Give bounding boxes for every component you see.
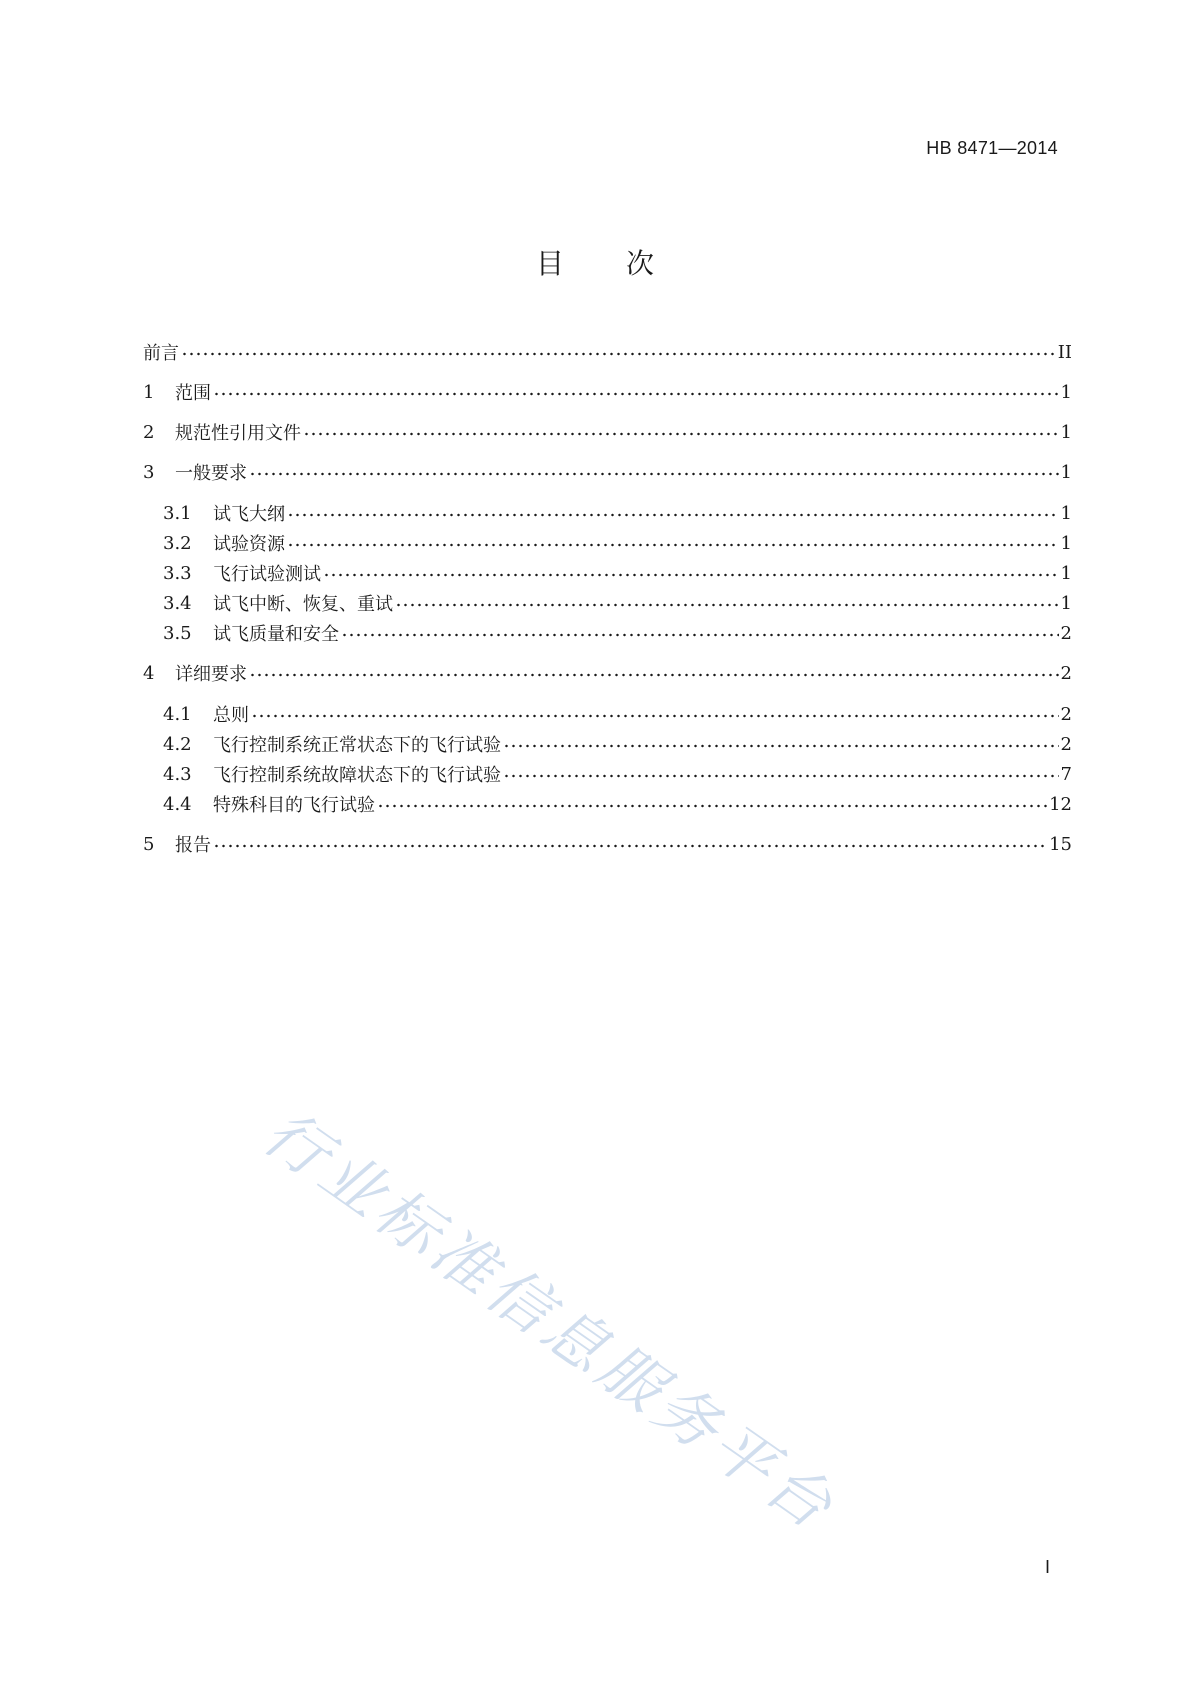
toc-dot-leader bbox=[303, 432, 1059, 436]
toc-entry[interactable] bbox=[143, 529, 1072, 557]
toc-entry-label: 前言 bbox=[143, 343, 179, 364]
toc-entry-page: 2 bbox=[1060, 622, 1072, 644]
toc-entry-page: 15 bbox=[1049, 833, 1072, 855]
page-number: I bbox=[1044, 1557, 1050, 1577]
toc-entry-label: 特殊科目的飞行试验 bbox=[213, 795, 375, 816]
toc-entry-page: 2 bbox=[1060, 703, 1072, 725]
toc-entry-label: 飞行试验测试 bbox=[213, 564, 321, 585]
toc-entry-number: 3.3 bbox=[163, 562, 192, 584]
toc-entry[interactable] bbox=[143, 458, 1072, 486]
toc-entry-label: 试验资源 bbox=[213, 534, 285, 555]
toc-entry-number: 1 bbox=[143, 381, 155, 403]
toc-dot-leader bbox=[251, 714, 1059, 718]
toc-dot-leader bbox=[341, 633, 1059, 637]
toc-dot-leader bbox=[503, 744, 1059, 748]
toc-entry-number: 4.1 bbox=[163, 703, 192, 725]
toc-entry-label: 一般要求 bbox=[175, 463, 247, 484]
toc-entry-page: 1 bbox=[1060, 532, 1072, 554]
toc-entry-page: 1 bbox=[1060, 461, 1072, 483]
toc-entry-number: 3.4 bbox=[163, 592, 192, 614]
toc-entry-number: 4.3 bbox=[163, 763, 192, 785]
toc-entry[interactable] bbox=[143, 499, 1072, 527]
toc-entry-number: 3 bbox=[143, 461, 155, 483]
toc-entry-number: 5 bbox=[143, 833, 155, 855]
toc-entry-page: 1 bbox=[1060, 502, 1072, 524]
toc-entry[interactable] bbox=[143, 790, 1072, 818]
toc-entry-label: 范围 bbox=[175, 383, 211, 404]
toc-entry-number: 3.1 bbox=[163, 502, 192, 524]
toc-entry-label: 飞行控制系统正常状态下的飞行试验 bbox=[213, 735, 501, 756]
toc-entry[interactable] bbox=[143, 760, 1072, 788]
toc-entry[interactable] bbox=[143, 418, 1072, 446]
toc-entry[interactable] bbox=[143, 619, 1072, 647]
toc-entry[interactable] bbox=[143, 830, 1072, 858]
toc-entry-label: 详细要求 bbox=[175, 664, 247, 685]
toc-dot-leader bbox=[181, 352, 1056, 356]
toc-entry-page: 2 bbox=[1060, 662, 1072, 684]
toc-dot-leader bbox=[213, 844, 1047, 848]
toc-entry-number: 2 bbox=[143, 421, 155, 443]
toc-dot-leader bbox=[503, 774, 1059, 778]
toc-dot-leader bbox=[323, 573, 1059, 577]
toc-entry[interactable] bbox=[143, 378, 1072, 406]
toc-dot-leader bbox=[287, 513, 1059, 517]
toc-entry[interactable] bbox=[143, 589, 1072, 617]
toc-dot-leader bbox=[287, 543, 1059, 547]
toc-entry-page: 7 bbox=[1060, 763, 1072, 785]
toc-entry-label: 飞行控制系统故障状态下的飞行试验 bbox=[213, 765, 501, 786]
toc-entry-page: 1 bbox=[1060, 562, 1072, 584]
toc-entry-page: II bbox=[1057, 341, 1072, 363]
toc-entry-page: 2 bbox=[1060, 733, 1072, 755]
toc-entry-label: 报告 bbox=[175, 835, 211, 856]
document-code: HB 8471—2014 bbox=[926, 138, 1058, 158]
toc-dot-leader bbox=[395, 603, 1059, 607]
toc-entry-label: 试飞质量和安全 bbox=[213, 624, 339, 645]
page-title: 目次 bbox=[535, 247, 716, 280]
toc-entry-label: 试飞大纲 bbox=[213, 504, 285, 525]
toc-entry-page: 12 bbox=[1049, 793, 1072, 815]
toc-dot-leader bbox=[213, 392, 1059, 396]
toc-entry-number: 4.2 bbox=[163, 733, 192, 755]
toc-dot-leader bbox=[377, 804, 1047, 808]
toc-entry[interactable] bbox=[143, 338, 1072, 366]
toc-entry-page: 1 bbox=[1060, 592, 1072, 614]
toc-entry-number: 3.2 bbox=[163, 532, 192, 554]
toc-entry[interactable] bbox=[143, 730, 1072, 758]
toc-dot-leader bbox=[249, 472, 1059, 476]
toc-entry-label: 总则 bbox=[213, 705, 249, 726]
toc-entry-number: 4 bbox=[143, 662, 155, 684]
toc-entry[interactable] bbox=[143, 559, 1072, 587]
toc-entry[interactable] bbox=[143, 659, 1072, 687]
toc-entry-page: 1 bbox=[1060, 381, 1072, 403]
toc-entry-label: 规范性引用文件 bbox=[175, 423, 301, 444]
watermark-text: 行业标准信息服务平台 bbox=[250, 1095, 850, 1546]
toc-entry[interactable] bbox=[143, 700, 1072, 728]
toc-entry-page: 1 bbox=[1060, 421, 1072, 443]
toc-entry-number: 3.5 bbox=[163, 622, 192, 644]
toc-dot-leader bbox=[249, 673, 1059, 677]
toc-entry-number: 4.4 bbox=[163, 793, 192, 815]
toc-entry-label: 试飞中断、恢复、重试 bbox=[213, 594, 393, 615]
